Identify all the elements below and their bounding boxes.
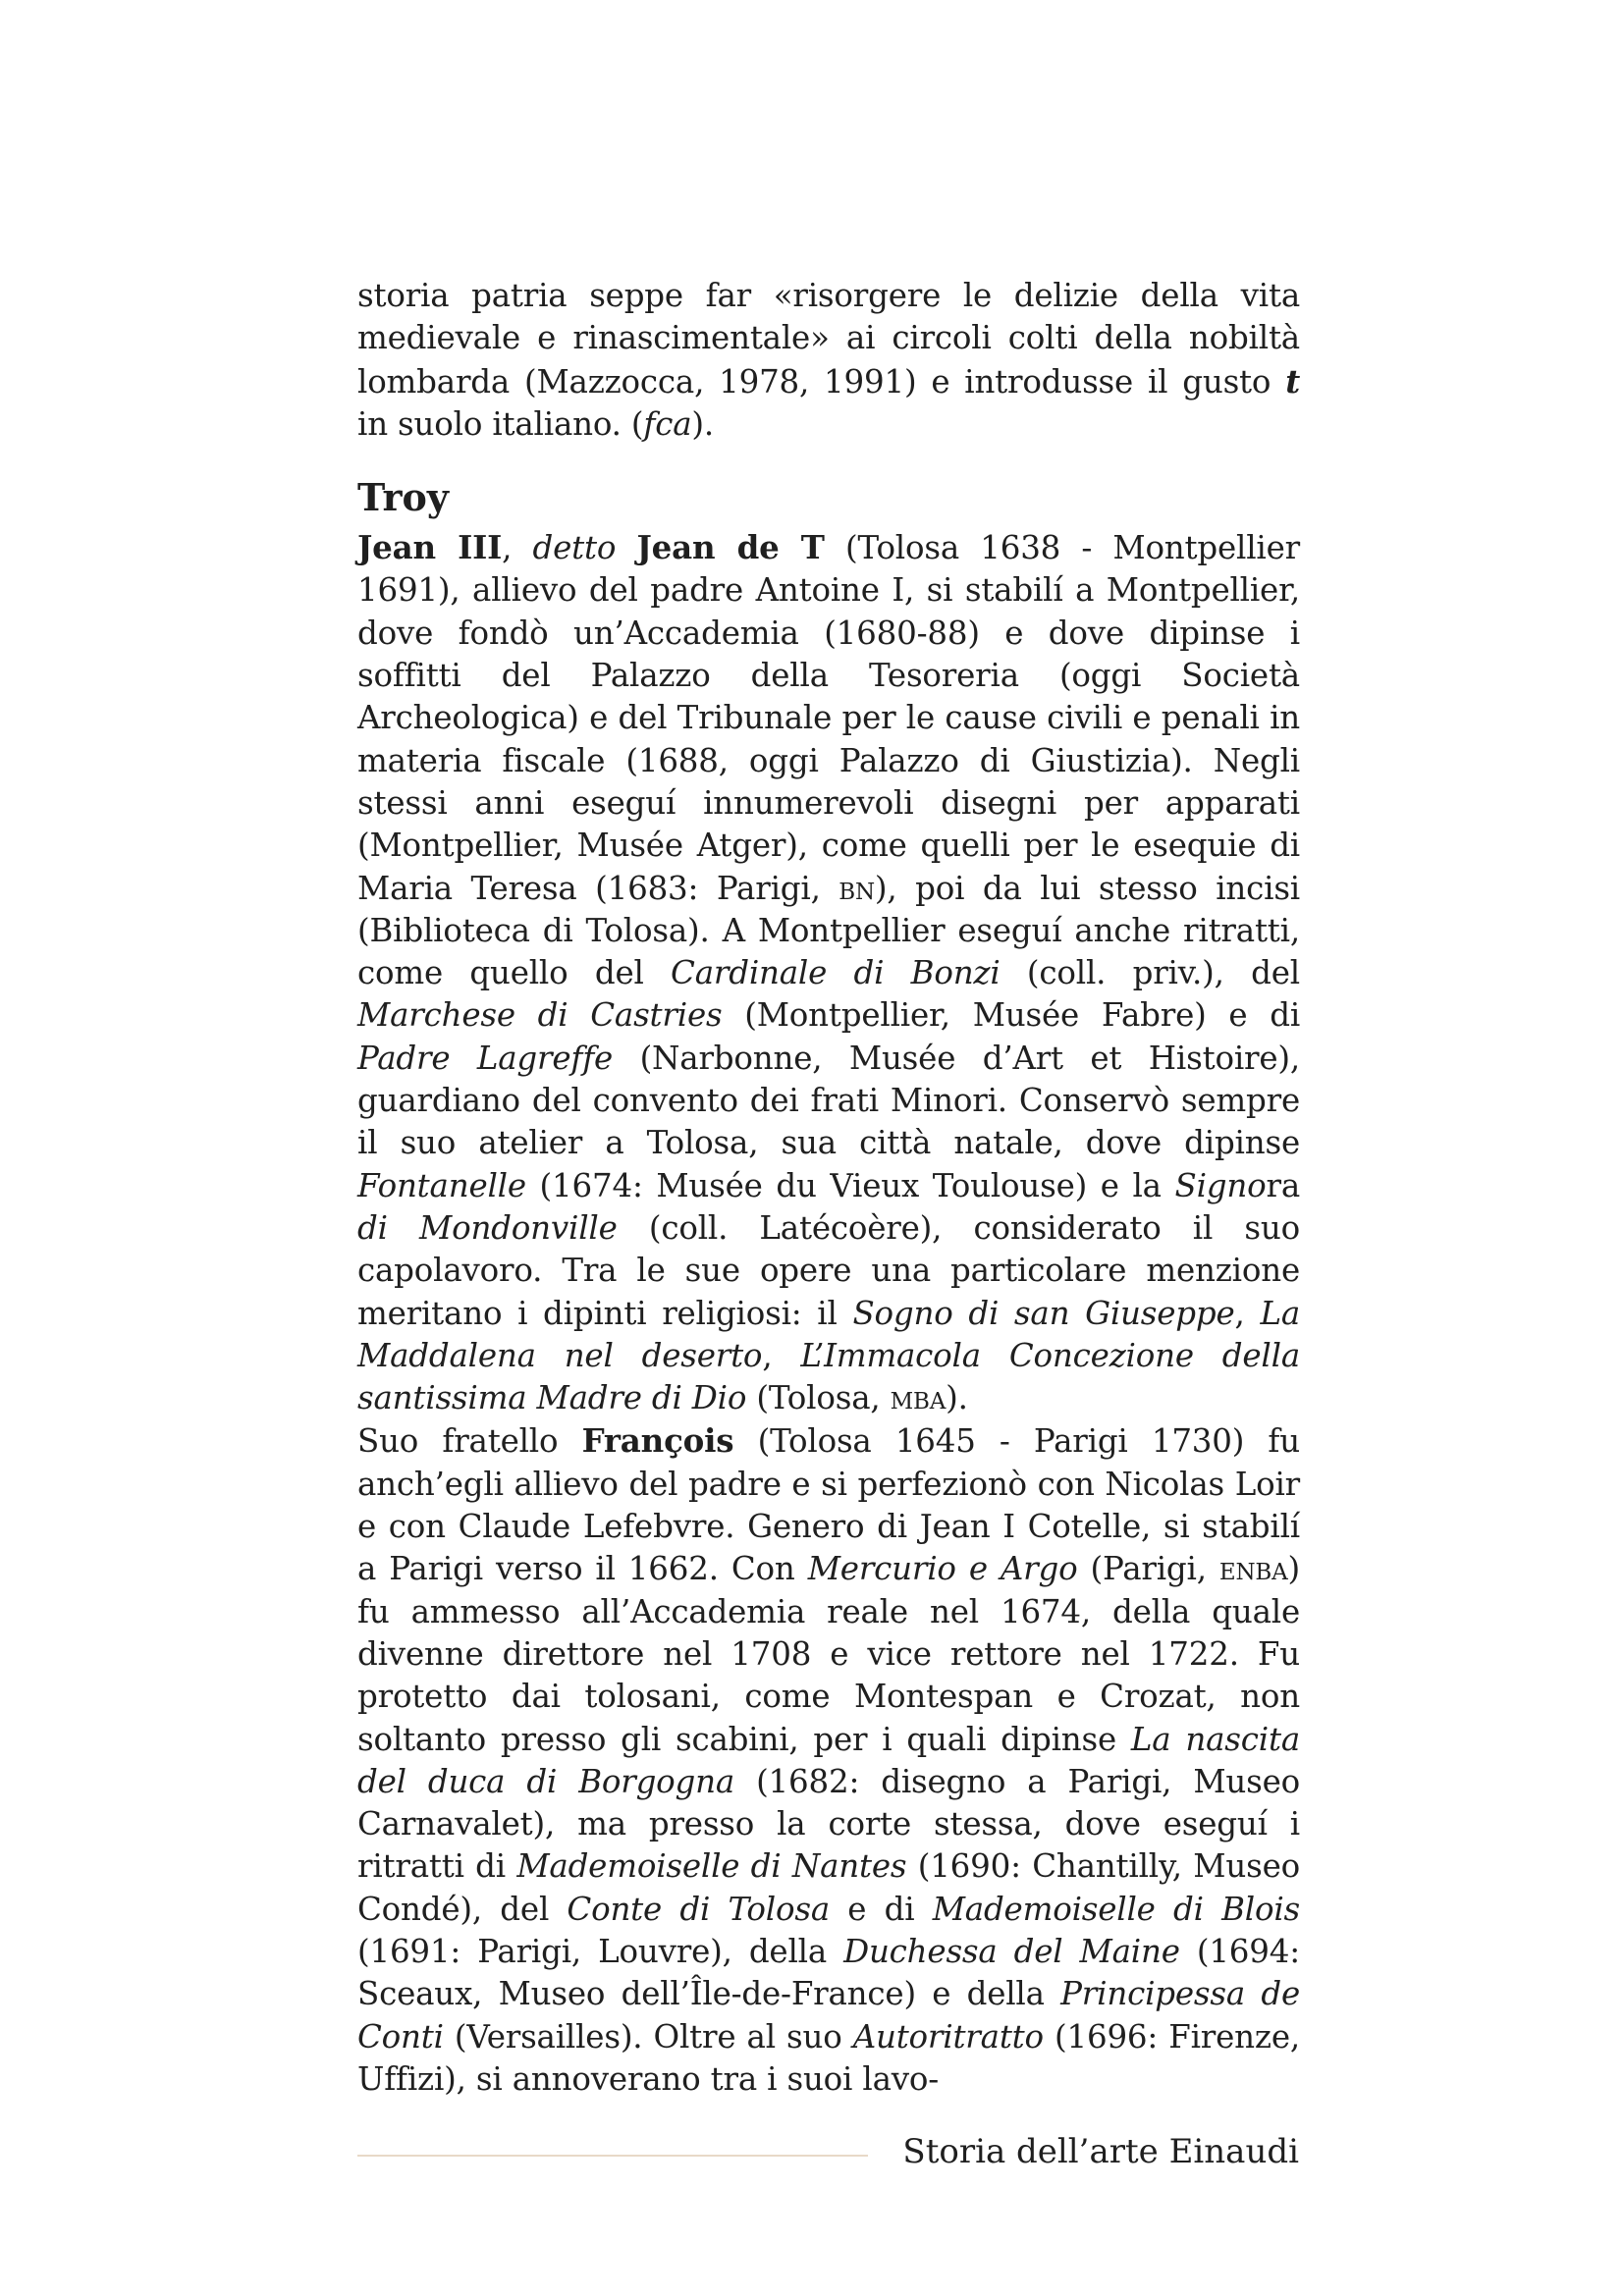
emphasis-letter: t bbox=[1285, 361, 1300, 400]
paragraph-francois: Suo fratello François (Tolosa 1645 - Parigi 1730) fu anch’egli allievo del padre e si perfezionò con Nicolas Loir e con Claude Lefebvre. Genero di Jean I Cotelle, si stabilí a Parigi verso il 1662. Con Mercurio e Argo (Parigi, enba) fu ammesso all’Accademia reale nel 1674, della quale divenne direttore nel 1708 e vice rettore nel 1722. Fu protetto dai tolosani, come Montespan e Crozat, non soltanto presso gli scabini, per i quali dipinse La nascita del duca di Borgogna (1682: disegno a Parigi, Museo Carnavalet), ma presso la corte stessa, dove eseguí i ritratti di Mademoiselle di Nantes (1690: Chantilly, Museo Condé), del Conte di Tolosa e di Mademoiselle di Blois (1691: Parigi, Louvre), della Duchessa del Maine (1694: Sceaux, Museo dell’Île-de-France) e della Principessa de Conti (Versailles). Oltre al suo Autoritratto (1696: Firenze, Uffizi), si annoverano tra i suoi lavo- bbox=[357, 1421, 1301, 2098]
abbr-bn: bn bbox=[839, 869, 875, 907]
intro-paragraph: storia patria seppe far «risorgere le delizie della vita medievale e rinascimentale» ai circoli colti della nobiltà lombarda (Mazzocca, 1978, 1991) e introdusse il gusto t in suolo italiano. (fca). bbox=[357, 277, 1300, 443]
footer-publication-title: Storia dell’arte Einaudi bbox=[902, 2132, 1299, 2171]
abbr-enba: enba bbox=[1218, 1550, 1288, 1588]
paragraph-jean: Jean III, detto Jean de T (Tolosa 1638 - Montpellier 1691), allievo del padre Antoine I, si stabilí a Montpellier, dove fondò un’Accademia (1680-88) e dove dipinse i soffitti del Palazzo della Tesoreria (oggi Società Archeologica) e del Tribunale per le cause civili e penali in materia fiscale (1688, oggi Palazzo di Giustizia). Negli stessi anni eseguí innumerevoli disegni per apparati (Montpellier, Musée Atger), come quelli per le esequie di Maria Teresa (1683: Parigi, bn), poi da lui stesso incisi (Biblioteca di Tolosa). A Montpellier eseguí anche ritratti, come quello del Cardinale di Bonzi (coll. priv.), del Marchese di Castries (Montpellier, Musée Fabre) e di Padre Lagreffe (Narbonne, Musée d’Art et Histoire), guardiano del convento dei frati Minori. Conservò sempre il suo atelier a Tolosa, sua città natale, dove dipinse Fontanelle (1674: Musée du Vieux Toulouse) e la Signora di Mondonville (coll. Latécoère), considerato il suo capolavoro. Tra le sue opere una particolare menzione meritano i dipinti religiosi: il Sogno di san Giuseppe, La Maddalena nel deserto, L’Immacola Concezione della santissima Madre di Dio (Tolosa, mba). bbox=[357, 528, 1301, 1417]
name-francois: François bbox=[581, 1421, 734, 1461]
footer-divider bbox=[357, 2155, 868, 2157]
entry-heading: Troy bbox=[357, 475, 449, 520]
text-column bbox=[357, 275, 1300, 2101]
abbr-mba: mba bbox=[890, 1379, 947, 1417]
name-jean-iii: Jean III bbox=[357, 528, 503, 567]
name-jean-de-t: Jean de T bbox=[636, 528, 825, 567]
author-initials: fca bbox=[643, 404, 692, 443]
